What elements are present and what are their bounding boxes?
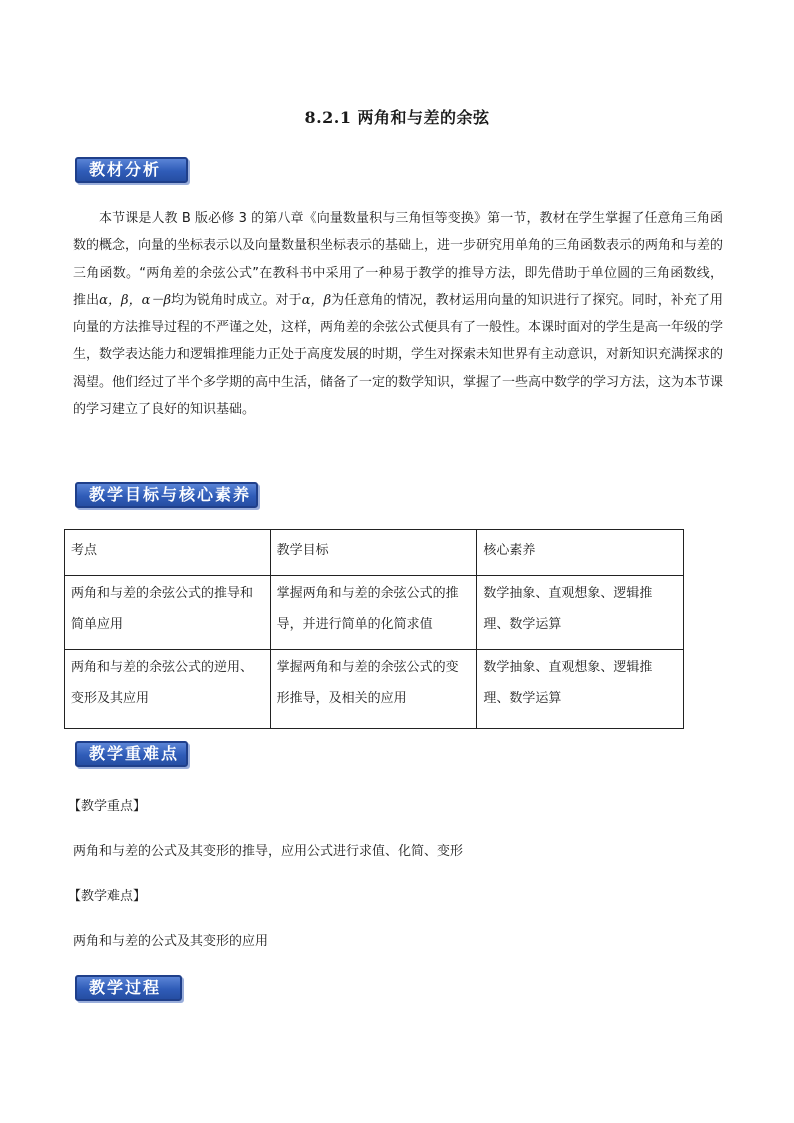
section-heading-key-points: 教学重难点: [75, 741, 188, 767]
analysis-paragraph: [73, 205, 723, 423]
table-header-cell: 核心素养: [477, 530, 684, 576]
focus-label: 【教学重点】: [68, 799, 147, 814]
section-heading-process: 教学过程: [75, 975, 182, 1001]
table-cell: 掌握两角和与差的余弦公式的推导，并进行简单的化简求值: [270, 576, 477, 650]
section-heading-analysis: 教材分析: [75, 157, 188, 183]
table-row: [65, 576, 684, 650]
page-title: 8.2.1 两角和与差的余弦: [304, 108, 490, 127]
difficulty-text: 两角和与差的公式及其变形的应用: [73, 934, 269, 949]
table-header-row: [65, 530, 684, 576]
goals-table: [64, 529, 684, 729]
table-cell: 两角和与差的余弦公式的逆用、变形及其应用: [65, 650, 271, 729]
table-cell: 两角和与差的余弦公式的推导和简单应用: [65, 576, 271, 650]
table-cell: 掌握两角和与差的余弦公式的变形推导，及相关的应用: [270, 650, 477, 729]
table-header-cell: 教学目标: [270, 530, 477, 576]
difficulty-label: 【教学难点】: [68, 889, 147, 904]
analysis-text-part-2: 均为锐角时成立。对于: [170, 292, 302, 308]
analysis-text-part-1: 本节课是人教 B 版必修 3 的第八章《向量数量积与三角恒等变换》第一节，教材在学生掌握了任意角三角函数的概念，向量的坐标表示以及向量数量积坐标表示的基础上，进一步研究用单角的三角函数表示的两角和与差的三角函数。“两角差的余弦公式”在教科书中采用了一种易于教学的推导方法，即先借助于单位圆的三角函数线，推出: [73, 211, 724, 308]
table-header-cell: 考点: [65, 530, 271, 576]
angle-symbols-1: α，β，α－β: [99, 292, 171, 308]
angle-symbols-2: α，β: [301, 292, 332, 308]
focus-text: 两角和与差的公式及其变形的推导，应用公式进行求值、化简、变形: [73, 844, 464, 859]
analysis-text-part-3: 为任意角的情况，教材运用向量的知识进行了探究。同时，补充了用向量的方法推导过程的不严谨之处，这样，两角差的余弦公式便具有了一般性。本课时面对的学生是高一年级的学生，数学表达能力和逻辑推理能力正处于高度发展的时期，学生对探索未知世界有主动意识，对新知识充满探求的渴望。他们经过了半个多学期的高中生活，储备了一定的数学知识，掌握了一些高中数学的学习方法，这为本节课的学习建立了良好的知识基础。: [73, 292, 724, 418]
table-row: [65, 650, 684, 729]
table-cell: 数学抽象、直观想象、逻辑推理、数学运算: [477, 650, 684, 729]
section-heading-goals: 教学目标与核心素养: [75, 482, 258, 508]
table-cell: 数学抽象、直观想象、逻辑推理、数学运算: [477, 576, 684, 650]
